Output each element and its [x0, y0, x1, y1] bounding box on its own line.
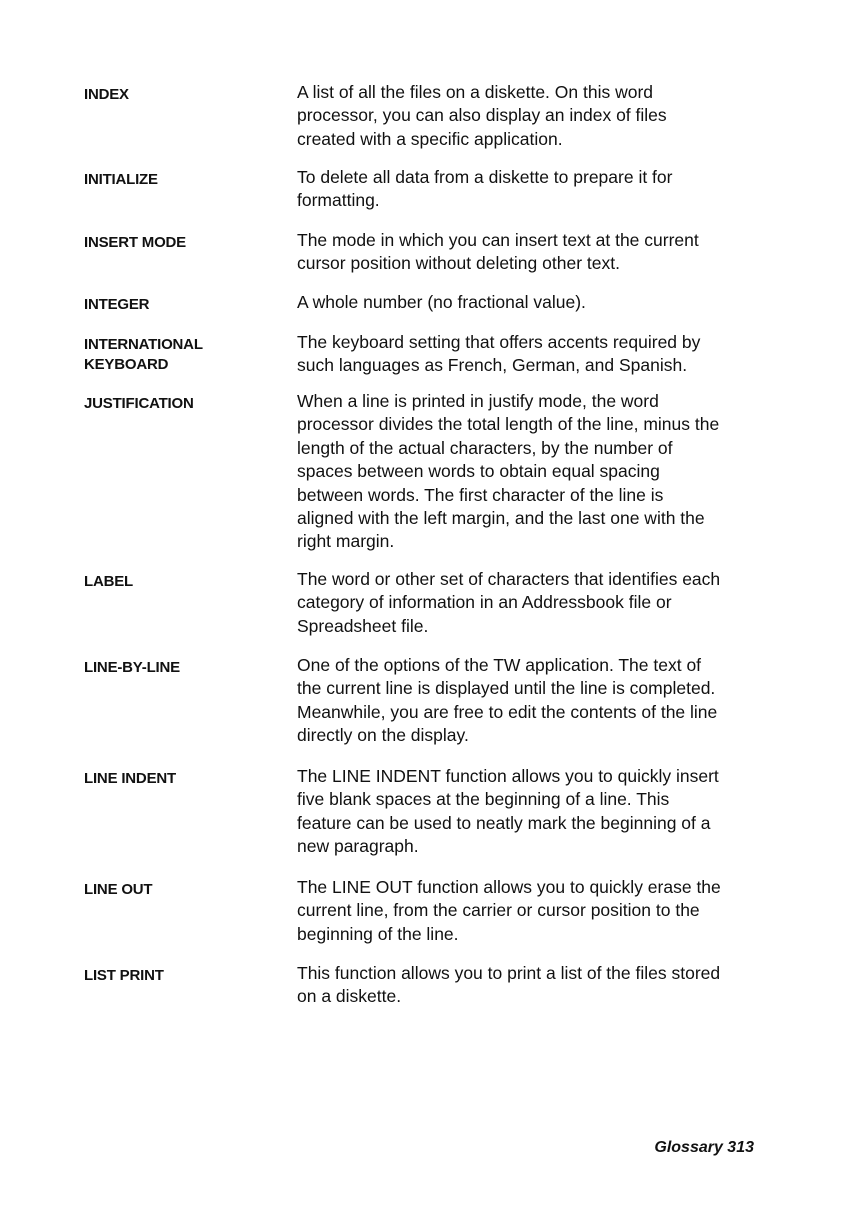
glossary-definition: When a line is printed in justify mode, the word processor divides the total length of the line, minus the length of the actual characters, by the number of spaces between words to obtain equal spacing between words. The first character of the line is aligned with the left margin, and the last one with the right margin. — [297, 391, 720, 552]
glossary-term: JUSTIFICATION — [84, 395, 194, 412]
glossary-term: LINE-BY-LINE — [84, 659, 180, 676]
glossary-definition: The mode in which you can insert text at the current cursor position without deleting other text. — [297, 230, 699, 274]
glossary-definition: A whole number (no fractional value). — [297, 292, 586, 312]
glossary-term: INSERT MODE — [84, 234, 186, 251]
glossary-definition: One of the options of the TW application. The text of the current line is displayed until the line is completed. Meanwhile, you are free to edit the contents of the line directly on the display. — [297, 655, 718, 746]
glossary-definition: The LINE OUT function allows you to quickly erase the current line, from the carrier or cursor position to the beginning of the line. — [297, 877, 721, 944]
glossary-term: LIST PRINT — [84, 967, 164, 984]
glossary-term: LABEL — [84, 573, 133, 590]
glossary-term: INDEX — [84, 86, 129, 103]
glossary-definition: This function allows you to print a list of the files stored on a diskette. — [297, 963, 721, 1007]
glossary-definition: A list of all the files on a diskette. On this word processor, you can also display an index of files created with a specific application. — [297, 82, 667, 149]
glossary-term: LINE OUT — [84, 881, 153, 898]
page-footer: Glossary 313 — [654, 1139, 754, 1156]
glossary-term: INTEGER — [84, 296, 150, 313]
glossary-definition: The keyboard setting that offers accents required by such languages as French, German, and Spanish. — [297, 332, 701, 376]
glossary-definition: The LINE INDENT function allows you to quickly insert five blank spaces at the beginning of a line. This feature can be used to neatly mark the beginning of a new paragraph. — [297, 766, 719, 857]
glossary-term: INTERNATIONAL KEYBOARD — [84, 336, 203, 373]
glossary-definition: The word or other set of characters that identifies each category of information in an Addressbook file or Spreadsheet file. — [297, 569, 721, 636]
glossary-definition: To delete all data from a diskette to prepare it for formatting. — [297, 167, 673, 211]
glossary-term: INITIALIZE — [84, 171, 158, 188]
glossary-term: LINE INDENT — [84, 770, 176, 787]
